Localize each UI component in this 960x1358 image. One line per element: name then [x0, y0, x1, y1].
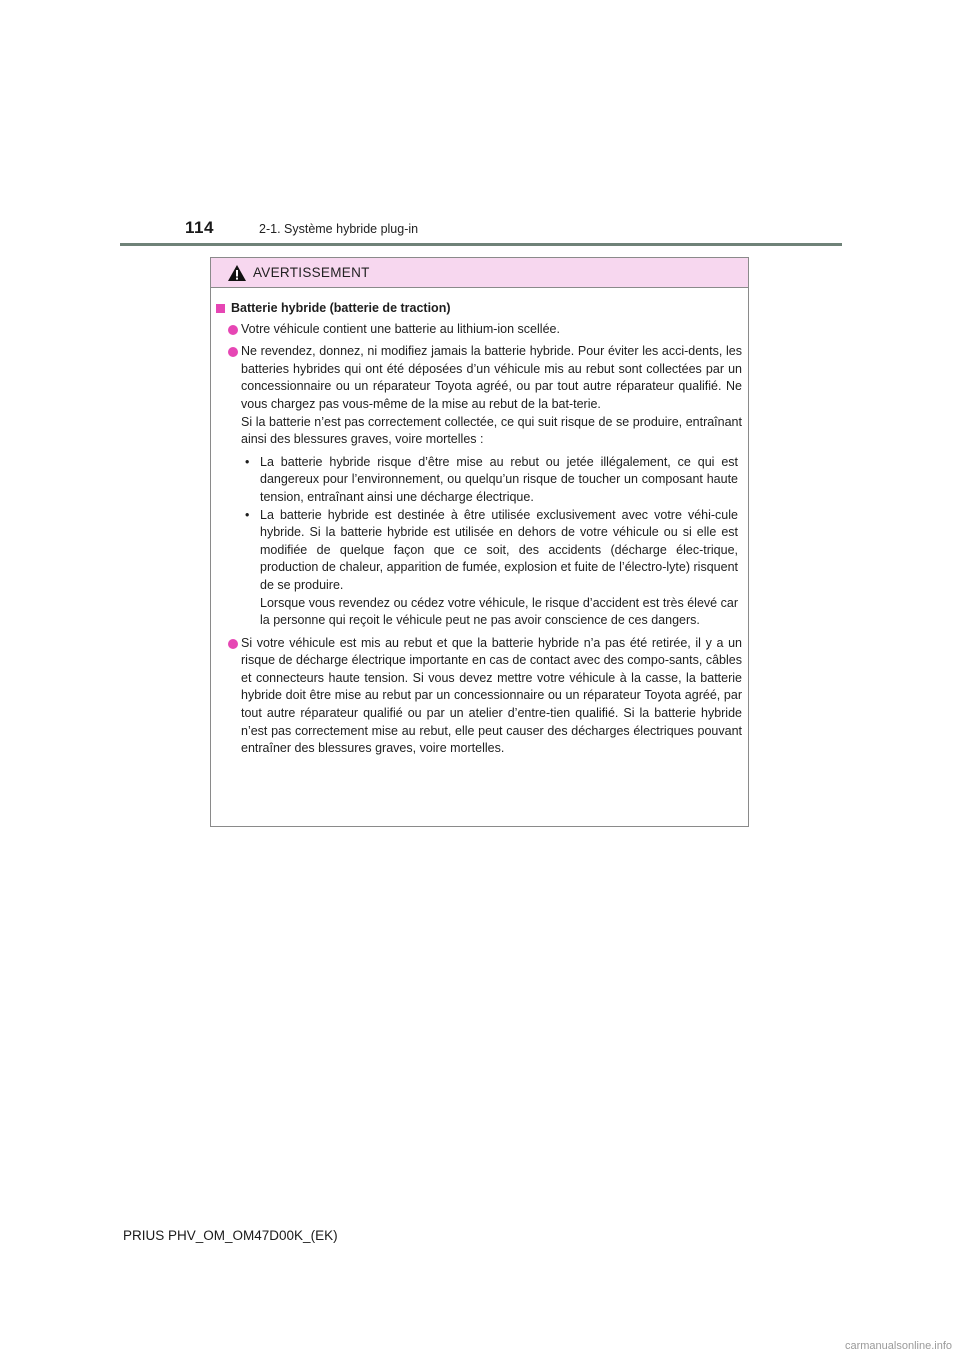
sub-list	[216, 454, 742, 630]
bullet-mark: •	[245, 507, 250, 522]
subhead-text: Batterie hybride (batterie de traction)	[231, 301, 451, 315]
sub-item-text: La batterie hybride risque d’être mise au rebut ou jetée illégalement, ce qui est dangereux pour l’environnement, ou quelqu’un risque de toucher un composant haute tension, entraînant ainsi une décharge électrique.	[260, 454, 738, 504]
watermark: carmanualsonline.info	[844, 1340, 952, 1352]
page-number: 114	[185, 218, 214, 237]
warning-title: AVERTISSEMENT	[253, 265, 370, 280]
header-rule	[120, 243, 842, 246]
sub-list-item	[241, 454, 738, 507]
magenta-square-icon	[216, 304, 225, 313]
warning-body	[211, 288, 748, 758]
sub-item-text: Lorsque vous revendez ou cédez votre véhicule, le risque d’accident est très élevé car la personne qui reçoit le véhicule peut ne pas avoir conscience de ces dangers.	[260, 595, 738, 628]
warning-header	[211, 258, 748, 288]
sub-item-text: La batterie hybride est destinée à être utilisée exclusivement avec votre véhi-cule hybride. Si la batterie hybride est utilisée en dehors de votre véhicule ou si elle est modifiée de quelque façon que ce soit, des accidents (décharge élec-trique, production de chaleur, apparition de fumée, explosion et fuite de l’électro-lyte) risquent de se produire.	[260, 507, 738, 592]
bullet-text: Votre véhicule contient une batterie au lithium-ion scellée.	[241, 321, 560, 336]
magenta-dot-icon	[228, 347, 238, 357]
warning-box	[210, 257, 749, 827]
magenta-dot-icon	[228, 325, 238, 335]
list-item	[216, 321, 742, 339]
section-title: 2-1. Système hybride plug-in	[259, 222, 419, 236]
bullet-text: Si votre véhicule est mis au rebut et que la batterie hybride n’a pas été retirée, il y a un risque de décharge électrique importante en cas de contact avec des compo-sants, câbles et connecteurs haute tension. Si vous devez mettre votre véhicule à la casse, la batterie hybride doit être mise au rebut par un concessionnaire ou un réparateur Toyota agréé, par tout autre réparateur qualifié ou par un atelier d’entre-tien qualifié. Si la batterie hybride n’est pas correctement mise au rebut, elle peut causer des décharges électriques pouvant entraîner des blessures graves, voire mortelles.	[241, 635, 742, 756]
list-item	[216, 635, 742, 758]
sub-list-item	[241, 507, 738, 630]
magenta-dot-icon	[228, 639, 238, 649]
warning-subhead	[216, 300, 742, 318]
bullet-text: Ne revendez, donnez, ni modifiez jamais la batterie hybride. Pour éviter les acci-dents, les batteries hybrides qui ont été déposées d’un véhicule mis au rebut sont collectées par un concessionnaire ou un réparateur Toyota agréé, ou par tout autre réparateur qualifié. Ne vous chargez pas vous-même de la mise au rebut de la bat-terie.	[241, 344, 742, 411]
warning-triangle-icon	[227, 264, 247, 282]
bullet-text: Si la batterie n’est pas correctement collectée, ce qui suit risque de se produire, entraînant ainsi des blessures graves, voire mortelles :	[241, 414, 742, 447]
bullet-mark: •	[245, 454, 250, 469]
document-code: PRIUS PHV_OM_OM47D00K_(EK)	[123, 1228, 338, 1243]
list-item	[216, 343, 742, 449]
